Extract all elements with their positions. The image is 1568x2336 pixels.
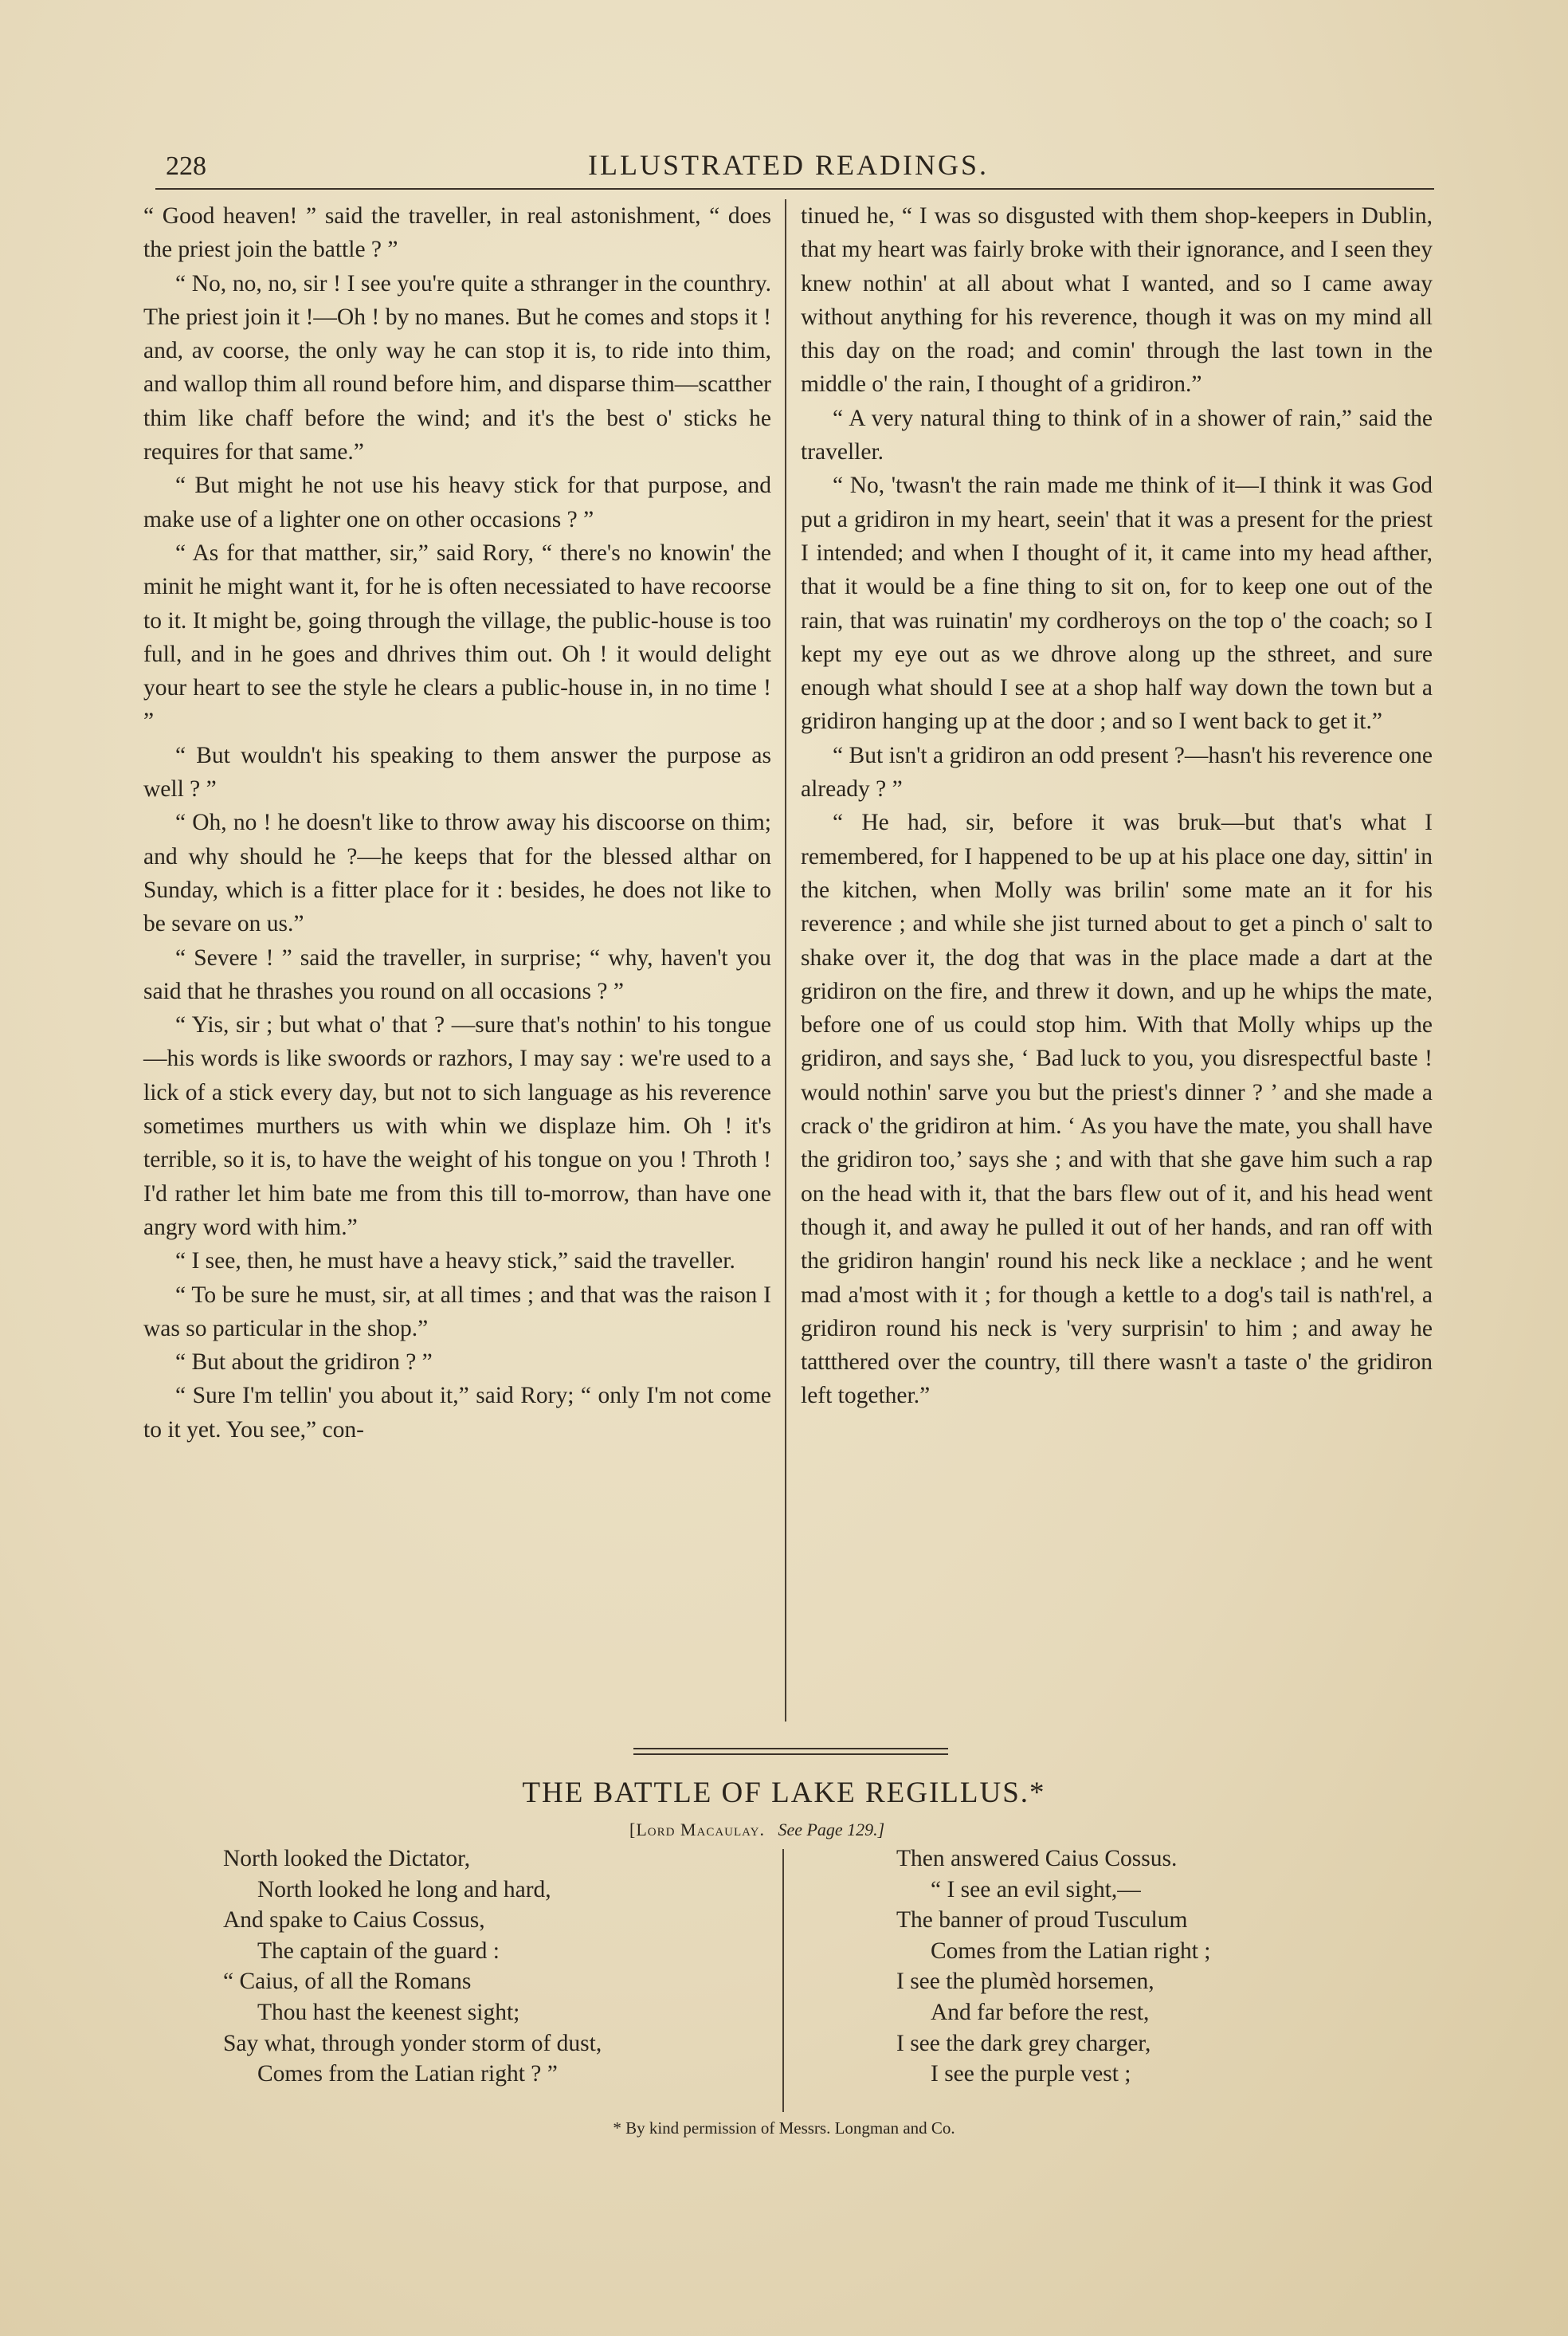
paragraph: “ But about the gridiron ? ”: [175, 1349, 433, 1376]
poem-attribution: [629, 1820, 884, 1840]
paragraph: “ I see, then, he must have a heavy stick,” said the traveller.: [175, 1248, 735, 1274]
section-double-rule: [633, 1748, 948, 1749]
paragraph: “ But wouldn't his speaking to them answer the purpose as well ? ”: [143, 742, 771, 803]
paragraph: “ Sure I'm tellin' you about it,” said Rory; “ only I'm not come to it yet. You see,” con-: [143, 1383, 771, 1443]
poem-right-stanza: [896, 1843, 1210, 2090]
paragraph-continuation: tinued he, “ I was so disgusted with them shop-keepers in Dublin, that my heart was fairly broke with their ignorance, and I seen they knew nothin' at all about what I wanted, and so I came away without anything for his reverence, though it was on my mind all this day on the road; and comin' through the last town in the middle o' the rain, I thought of a gridiron.”: [801, 203, 1433, 398]
running-title: ILLUSTRATED READINGS.: [588, 149, 989, 181]
poem-line: The banner of proud Tusculum: [896, 1907, 1188, 1934]
footnote: * By kind permission of Messrs. Longman and Co.: [613, 2118, 955, 2138]
poem-line: Thou hast the keenest sight;: [257, 1999, 520, 2025]
poem-line: Comes from the Latian right ? ”: [257, 2061, 558, 2087]
paragraph: “ Severe ! ” said the traveller, in surprise; “ why, haven't you said that he thrashes you round on all occasions ? ”: [143, 944, 771, 1004]
poem-line: “ Caius, of all the Romans: [223, 1969, 472, 1995]
poem-title: THE BATTLE OF LAKE REGILLUS.*: [522, 1777, 1046, 1809]
poem-line: And spake to Caius Cossus,: [223, 1907, 485, 1934]
poem-line: “ I see an evil sight,—: [931, 1876, 1141, 1902]
page-number: 228: [166, 151, 206, 181]
paragraph: “ But might he not use his heavy stick for that purpose, and make use of a lighter one on other occasions ? ”: [143, 473, 771, 532]
paragraph: “ No, 'twasn't the rain made me think of it—I think it was God put a gridiron in my heart, seein' that it was a present for the priest I intended; and when I thought of it, it came into my head afther, that it would be a fine thing to sit on, for to keep one out of the rain, that was ruinatin' my cordheroys on the top o' the coach; so I kept my eye out as we dhrove along up the sthreet, and sure enough what should I see at a shop half way down the town but a gridiron hanging up at the door ; and so I went back to get it.”: [801, 473, 1433, 735]
paragraph: “ As for that matther, sir,” said Rory, “ there's no knowin' the minit he might want it, for he is often necessiated to have recoorse to it. It might be, going through the village, the public-house is too full, and in he goes and dhrives thim out. Oh ! it would delight your heart to see the style he clears a public-house in, in no time ! ”: [143, 540, 771, 735]
poem-line: I see the dark grey charger,: [896, 2030, 1151, 2056]
poem-line: Say what, through yonder storm of dust,: [223, 2030, 602, 2056]
paragraph: “ But isn't a gridiron an odd present ?—hasn't his reverence one already ? ”: [801, 742, 1433, 803]
poem-divider: [782, 1849, 784, 2112]
page-header: [151, 137, 1370, 185]
attribution-author: [Lord Macaulay.: [629, 1820, 765, 1839]
poem-line: I see the plumèd horsemen,: [896, 1969, 1154, 1995]
poem-left-stanza: [223, 1843, 602, 2090]
paragraph: “ Oh, no ! he doesn't like to throw away his discoorse on thim; and why should he ?—he keeps that for the blessed althar on Sunday, which is a fitter place for it : besides, he does not like to be sevare on us.”: [143, 810, 771, 937]
paragraph: “ Yis, sir ; but what o' that ? —sure that's nothin' to his tongue—his words is like swoords or razhors, I may say : we're used to a lick of a stick every day, but not to sich language as his reverence sometimes murthers us with whin we displaze him. Oh ! it's terrible, so it is, to have the weight of his tongue on you ! Throth ! I'd rather let him bate me from this till to-morrow, than have one angry word with him.”: [143, 1012, 771, 1240]
left-column: [143, 199, 771, 1447]
paragraph: “ To be sure he must, sir, at all times ; and that was the raison I was so particular in the shop.”: [143, 1282, 771, 1341]
poem-line: North looked he long and hard,: [257, 1876, 551, 1902]
paragraph: “ Good heaven! ” said the traveller, in real astonishment, “ does the priest join the battle ? ”: [143, 203, 771, 263]
column-divider: [785, 199, 786, 1722]
poem-line: The captain of the guard :: [257, 1938, 500, 1964]
poem-line: Comes from the Latian right ;: [931, 1938, 1211, 1964]
paragraph: “ A very natural thing to think of in a shower of rain,” said the traveller.: [801, 405, 1433, 465]
header-rule: [155, 188, 1434, 190]
poem-line: North looked the Dictator,: [223, 1846, 471, 1871]
poem-line: I see the purple vest ;: [931, 2061, 1131, 2087]
right-column: [801, 199, 1433, 1413]
attribution-reference: See Page 129.]: [778, 1820, 885, 1839]
poem-line: Then answered Caius Cossus.: [896, 1846, 1178, 1871]
poem-line: And far before the rest,: [931, 1999, 1150, 2025]
paragraph: “ He had, sir, before it was bruk—but that's what I remembered, for I happened to be up at his place one day, sittin' in the kitchen, when Molly was brilin' some mate an it for his reverence ; and while she jist turned about to get a pinch o' salt to shake over it, the dog that was in the place made a dart at the gridiron on the fire, and threw it down, and up he whips the mate, before one of us could stop him. With that Molly whips up the gridiron, and says she, ‘ Bad luck to you, you disrespectful baste ! would nothin' sarve you but the priest's dinner ? ’ and she made a crack o' the gridiron at him. ‘ As you have the mate, you shall have the gridiron too,’ says she ; and with that she gave him such a rap on the head with it, that the bars flew out of it, and his head went though it, and away he pulled it out of her hands, and ran off with the gridiron hangin' round his neck like a necklace ; and he went mad a'most with it ; for though a kettle to a dog's tail is nath'rel, a gridiron round his neck is 'very surprisin' to him ; and away he tattthered over the country, till there wasn't a taste o' the gridiron left together.”: [801, 810, 1433, 1409]
paragraph: “ No, no, no, sir ! I see you're quite a sthranger in the counthry. The priest join it !—Oh ! by no manes. But he comes and stops it ! and, av coorse, the only way he can stop it is, to ride into thim, and wallop thim all round before him, and disparse thim—scatther thim like chaff before the wind; and it's the best o' sticks he requires for that same.”: [143, 270, 771, 465]
section-double-rule: [633, 1753, 948, 1755]
